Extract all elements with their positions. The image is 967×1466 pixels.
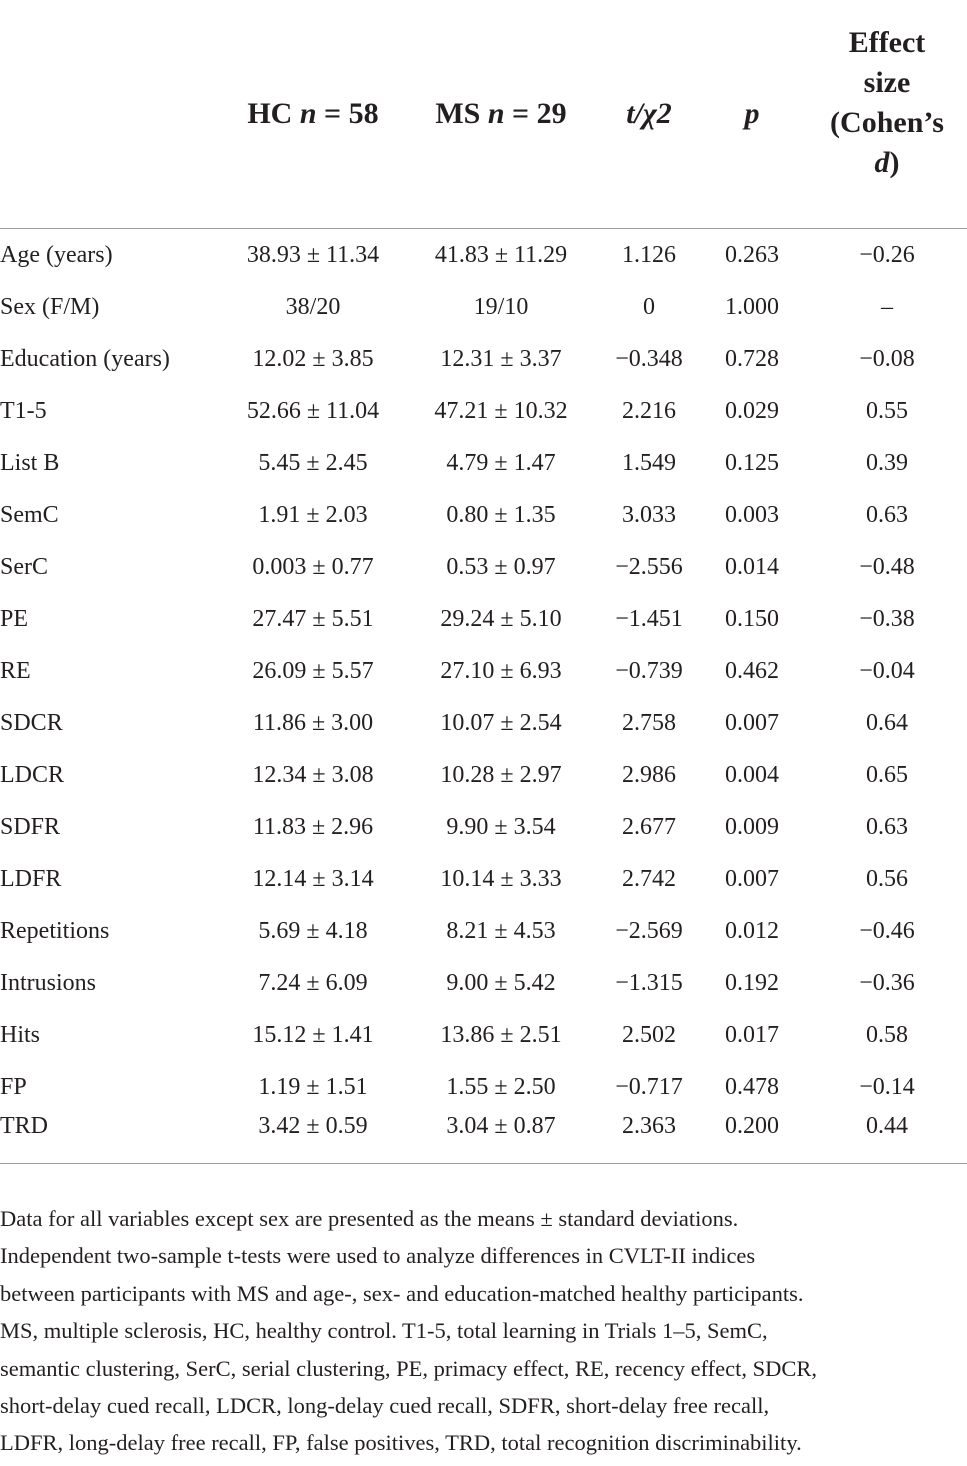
cell-test-stat: 2.216 xyxy=(622,397,676,424)
table-row xyxy=(0,697,967,749)
table-row xyxy=(0,905,967,957)
header-p: p xyxy=(697,0,807,229)
cell-effect-size: 0.58 xyxy=(866,1021,908,1048)
cell-ms: 10.28 ± 2.97 xyxy=(440,761,562,788)
header-row xyxy=(0,0,967,229)
table-bottom-rule xyxy=(0,1163,967,1164)
cell-ms: 27.10 ± 6.93 xyxy=(440,657,562,684)
cell-ms: 3.04 ± 0.87 xyxy=(446,1113,556,1139)
cell-hc: 38.93 ± 11.34 xyxy=(246,241,380,268)
row-label: SemC xyxy=(0,501,59,528)
cell-test-stat: −1.315 xyxy=(615,969,683,996)
cell-effect-size: −0.36 xyxy=(859,969,915,996)
cell-hc: 11.86 ± 3.00 xyxy=(252,709,374,736)
cell-p: 0.017 xyxy=(725,1021,779,1048)
cell-p: 0.150 xyxy=(725,605,779,632)
cell-test-stat: 2.502 xyxy=(622,1021,676,1048)
cell-effect-size: 0.63 xyxy=(866,813,908,840)
row-label: SDFR xyxy=(0,813,61,840)
cell-effect-size: −0.14 xyxy=(859,1073,915,1100)
cell-effect-size: 0.65 xyxy=(866,761,908,788)
cell-effect-size: 0.64 xyxy=(866,709,908,736)
row-label: SerC xyxy=(0,553,48,580)
cell-hc: 7.24 ± 6.09 xyxy=(258,969,368,996)
table-row xyxy=(0,229,967,282)
cell-test-stat: 2.677 xyxy=(622,813,676,840)
cell-ms: 13.86 ± 2.51 xyxy=(440,1021,562,1048)
table-header xyxy=(0,0,967,229)
cell-test-stat: −0.739 xyxy=(615,657,683,684)
cell-hc: 38/20 xyxy=(285,293,341,320)
cell-effect-size: −0.46 xyxy=(859,917,915,944)
header-ms-n: n xyxy=(487,97,505,130)
cell-effect-size: 0.63 xyxy=(866,501,908,528)
table-row xyxy=(0,437,967,489)
cell-hc: 52.66 ± 11.04 xyxy=(246,397,380,424)
table-row xyxy=(0,333,967,385)
table-row xyxy=(0,1009,967,1061)
cell-p: 0.728 xyxy=(725,345,779,372)
header-hc-label: HC xyxy=(247,97,293,130)
table-row xyxy=(0,957,967,1009)
cell-effect-size: −0.04 xyxy=(859,657,915,684)
cell-p: 0.478 xyxy=(725,1073,779,1100)
cell-hc: 0.003 ± 0.77 xyxy=(252,553,374,580)
cell-ms: 47.21 ± 10.32 xyxy=(434,397,568,424)
table-footnote: Data for all variables except sex are presented as the means ± standard deviations. Independent two-sample t-tests were used to analyze differences in CVLT-II indices between participants with MS and age-, sex- and education-matched healthy participants. MS, multiple sclerosis, HC, healthy control. T1-5, total learning in Trials 1–5, SemC, semantic clustering, SerC, serial clustering, PE, primacy effect, RE, recency effect, SDCR, short-delay cued recall, LDCR, long-delay cued recall, SDFR, short-delay free recall, LDFR, long-delay free recall, FP, false positives, TRD, total recognition discriminability. xyxy=(0,1206,818,1456)
row-label: T1-5 xyxy=(0,397,47,424)
header-hc-n: n xyxy=(299,97,317,130)
row-label: RE xyxy=(0,657,31,684)
header-effect-close: ) xyxy=(889,146,900,179)
cell-effect-size: −0.26 xyxy=(859,241,915,268)
row-label: TRD xyxy=(0,1113,48,1139)
cell-test-stat: 3.033 xyxy=(622,501,676,528)
cell-p: 0.029 xyxy=(725,397,779,424)
cell-hc: 27.47 ± 5.51 xyxy=(252,605,374,632)
cell-p: 0.007 xyxy=(725,865,779,892)
table-row xyxy=(0,541,967,593)
cell-ms: 41.83 ± 11.29 xyxy=(434,241,568,268)
cell-test-stat: 2.363 xyxy=(622,1113,676,1139)
cell-ms: 19/10 xyxy=(473,293,529,320)
cell-p: 0.003 xyxy=(725,501,779,528)
table-row xyxy=(0,1061,967,1113)
table-row xyxy=(0,801,967,853)
header-variable xyxy=(0,0,225,229)
row-label: LDFR xyxy=(0,865,62,892)
cell-hc: 15.12 ± 1.41 xyxy=(252,1021,374,1048)
row-label: Repetitions xyxy=(0,917,110,944)
cell-hc: 12.34 ± 3.08 xyxy=(252,761,374,788)
cell-hc: 11.83 ± 2.96 xyxy=(252,813,374,840)
cell-test-stat: 2.758 xyxy=(622,709,676,736)
cell-hc: 26.09 ± 5.57 xyxy=(252,657,374,684)
cell-effect-size: −0.48 xyxy=(859,553,915,580)
cell-hc: 3.42 ± 0.59 xyxy=(258,1113,368,1139)
cell-ms: 4.79 ± 1.47 xyxy=(446,449,556,476)
header-effect-line3: (Cohen’s xyxy=(830,106,944,139)
table-row xyxy=(0,593,967,645)
row-label: Hits xyxy=(0,1021,41,1048)
cell-hc: 1.19 ± 1.51 xyxy=(258,1073,368,1100)
cell-test-stat: −2.569 xyxy=(615,917,683,944)
row-label: List B xyxy=(0,449,60,476)
cell-ms: 10.14 ± 3.33 xyxy=(440,865,562,892)
cell-p: 1.000 xyxy=(725,293,779,320)
table-row xyxy=(0,645,967,697)
cell-p: 0.200 xyxy=(725,1113,779,1139)
cell-hc: 12.02 ± 3.85 xyxy=(252,345,374,372)
cell-ms: 9.90 ± 3.54 xyxy=(446,813,556,840)
cell-p: 0.125 xyxy=(725,449,779,476)
cell-effect-size: – xyxy=(881,293,893,320)
header-test-stat: t/χ2 xyxy=(601,0,697,229)
cell-effect-size: 0.56 xyxy=(866,865,908,892)
table-row xyxy=(0,489,967,541)
table-row xyxy=(0,853,967,905)
cell-p: 0.263 xyxy=(725,241,779,268)
cell-test-stat: −1.451 xyxy=(615,605,683,632)
table-body xyxy=(0,229,967,1172)
cell-p: 0.004 xyxy=(725,761,779,788)
row-label: FP xyxy=(0,1073,27,1100)
cell-hc: 1.91 ± 2.03 xyxy=(258,501,368,528)
cell-test-stat: 2.742 xyxy=(622,865,676,892)
cell-test-stat: −0.348 xyxy=(615,345,683,372)
cell-ms: 12.31 ± 3.37 xyxy=(440,345,562,372)
cell-ms: 1.55 ± 2.50 xyxy=(446,1073,556,1100)
cell-test-stat: −0.717 xyxy=(615,1073,683,1100)
cell-effect-size: 0.55 xyxy=(866,397,908,424)
cell-ms: 8.21 ± 4.53 xyxy=(446,917,556,944)
row-label: PE xyxy=(0,605,29,632)
table-row xyxy=(0,749,967,801)
row-label: Sex (F/M) xyxy=(0,293,100,320)
cell-p: 0.012 xyxy=(725,917,779,944)
header-effect-line1: Effect xyxy=(848,26,926,59)
table-row xyxy=(0,281,967,333)
cell-effect-size: −0.38 xyxy=(859,605,915,632)
header-effect-line2: size xyxy=(863,66,911,99)
cell-ms: 10.07 ± 2.54 xyxy=(440,709,562,736)
cell-test-stat: 1.549 xyxy=(622,449,676,476)
cell-hc: 5.69 ± 4.18 xyxy=(258,917,368,944)
cell-effect-size: 0.39 xyxy=(866,449,908,476)
header-ms-label: MS xyxy=(435,97,481,130)
cell-test-stat: 0 xyxy=(643,293,655,320)
cell-ms: 0.53 ± 0.97 xyxy=(446,553,556,580)
row-label: SDCR xyxy=(0,709,63,736)
header-ms xyxy=(401,0,601,229)
cell-p: 0.462 xyxy=(725,657,779,684)
cell-ms: 0.80 ± 1.35 xyxy=(446,501,556,528)
cell-effect-size: −0.08 xyxy=(859,345,915,372)
cell-effect-size: 0.44 xyxy=(866,1113,908,1139)
row-label: Intrusions xyxy=(0,969,96,996)
header-effect-d: d xyxy=(874,146,890,179)
cell-p: 0.192 xyxy=(725,969,779,996)
row-label: LDCR xyxy=(0,761,65,788)
header-ms-count: = 29 xyxy=(504,97,567,130)
cell-p: 0.014 xyxy=(725,553,779,580)
cell-hc: 12.14 ± 3.14 xyxy=(252,865,374,892)
header-effect-size xyxy=(807,0,967,229)
header-hc xyxy=(225,0,401,229)
cell-test-stat: 1.126 xyxy=(622,241,676,268)
cell-ms: 29.24 ± 5.10 xyxy=(440,605,562,632)
cell-test-stat: −2.556 xyxy=(615,553,683,580)
row-label: Education (years) xyxy=(0,345,170,372)
cell-test-stat: 2.986 xyxy=(622,761,676,788)
row-label: Age (years) xyxy=(0,241,113,268)
cell-ms: 9.00 ± 5.42 xyxy=(446,969,556,996)
table-row xyxy=(0,385,967,437)
cell-p: 0.009 xyxy=(725,813,779,840)
cell-p: 0.007 xyxy=(725,709,779,736)
header-hc-count: = 58 xyxy=(316,97,379,130)
cell-hc: 5.45 ± 2.45 xyxy=(258,449,368,476)
